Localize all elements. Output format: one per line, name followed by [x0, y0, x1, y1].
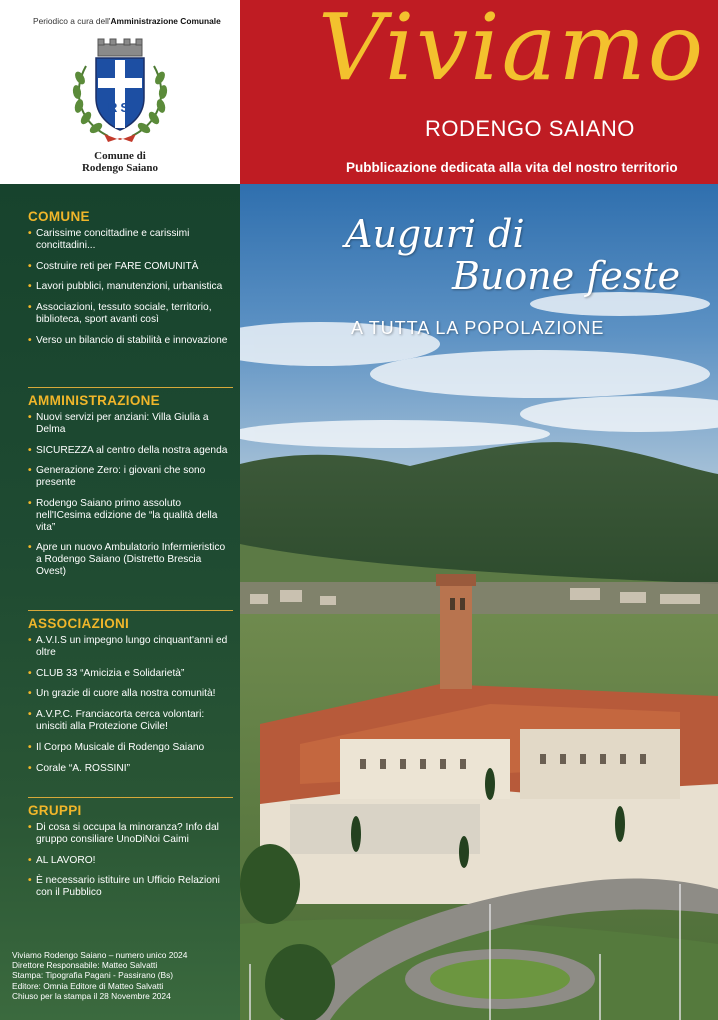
magazine-title: Viviamo: [318, 0, 706, 101]
list-item: • Corale “A. ROSSINI”: [28, 763, 233, 775]
section-title: GRUPPI: [28, 803, 82, 818]
list-item: • AL LAVORO!: [28, 855, 233, 867]
magazine-subtitle: RODENGO SAIANO: [425, 116, 635, 141]
section-divider: [28, 797, 233, 798]
list-item: • SICUREZZA al centro della nostra agenda: [28, 445, 233, 457]
section-divider: [28, 387, 233, 388]
masthead-right: [240, 0, 718, 184]
crest-initials: RS: [107, 100, 133, 115]
section-associazioni: [28, 616, 233, 783]
section-divider: [28, 610, 233, 611]
list-item: • CLUB 33 “Amicizia e Solidarietà”: [28, 668, 233, 680]
list-item: • Apre un nuovo Ambulatorio Infermieristico a Rodengo Saiano (Distretto Brescia Ovest): [28, 542, 233, 577]
list-item: • Di cosa si occupa la minoranza? Info dal gruppo consiliare UnoDiNoi Caimi: [28, 822, 233, 846]
list-item: • Rodengo Saiano primo assoluto nell'ICesima edizione de “la qualità della vita”: [28, 498, 233, 533]
colophon-line: Chiuso per la stampa il 28 Novembre 2024: [12, 990, 171, 1001]
list-item: • Nuovi servizi per anziani: Villa Giulia a Delma: [28, 412, 233, 436]
greeting-line-3: A TUTTA LA POPOLAZIONE: [351, 318, 605, 338]
section-title: COMUNE: [28, 209, 90, 224]
cover-photo: [240, 184, 718, 1020]
greeting-line-2: Buone feste: [452, 254, 681, 298]
section-comune: [28, 209, 233, 356]
section-gruppi: [28, 803, 233, 908]
contents-sidebar: [0, 184, 240, 1020]
colophon: [12, 950, 234, 1001]
list-item: • Verso un bilancio di stabilità e innovazione: [28, 335, 233, 347]
list-item: • A.V.P.C. Franciacorta cerca volontari: unisciti alla Protezione Civile!: [28, 709, 233, 733]
publisher-kicker: Periodico a cura dell'Amministrazione Comunale: [33, 16, 221, 26]
list-item: • Associazioni, tessuto sociale, territorio, biblioteca, sport avanti così: [28, 302, 233, 326]
list-item: • Il Corpo Musicale di Rodengo Saiano: [28, 742, 233, 754]
magazine-tagline: Pubblicazione dedicata alla vita del nostro territorio: [346, 160, 678, 175]
list-item: • Generazione Zero: i giovani che sono presente: [28, 465, 233, 489]
list-item: • A.V.I.S un impegno lungo cinquant'anni ed oltre: [28, 635, 233, 659]
colophon-line: Viviamo Rodengo Saiano – numero unico 2024: [12, 950, 188, 960]
section-title: ASSOCIAZIONI: [28, 616, 130, 631]
municipal-crest-icon: [68, 36, 172, 146]
masthead-left: [0, 0, 240, 184]
comune-name: Comune di Rodengo Saiano: [81, 150, 159, 174]
greeting-line-1: Auguri di: [345, 212, 525, 256]
list-item: • Carissime concittadine e carissimi concittadini...: [28, 228, 233, 252]
colophon-line: Editore: Omnia Editore di Matteo Salvatti: [12, 980, 164, 991]
section-title: AMMINISTRAZIONE: [28, 393, 160, 408]
list-item: • Costruire reti per FARE COMUNITÀ: [28, 261, 233, 273]
colophon-line: Direttore Responsabile: Matteo Salvatti: [12, 960, 158, 971]
colophon-line: Stampa: Tipografia Pagani - Passirano (Bs): [12, 970, 174, 981]
abbey-landscape-illustration: [240, 184, 718, 1020]
list-item: • È necessario istituire un Ufficio Relazioni con il Pubblico: [28, 875, 233, 899]
list-item: • Un grazie di cuore alla nostra comunità!: [28, 688, 233, 700]
section-amministrazione: [28, 393, 233, 587]
list-item: • Lavori pubblici, manutenzioni, urbanistica: [28, 281, 233, 293]
